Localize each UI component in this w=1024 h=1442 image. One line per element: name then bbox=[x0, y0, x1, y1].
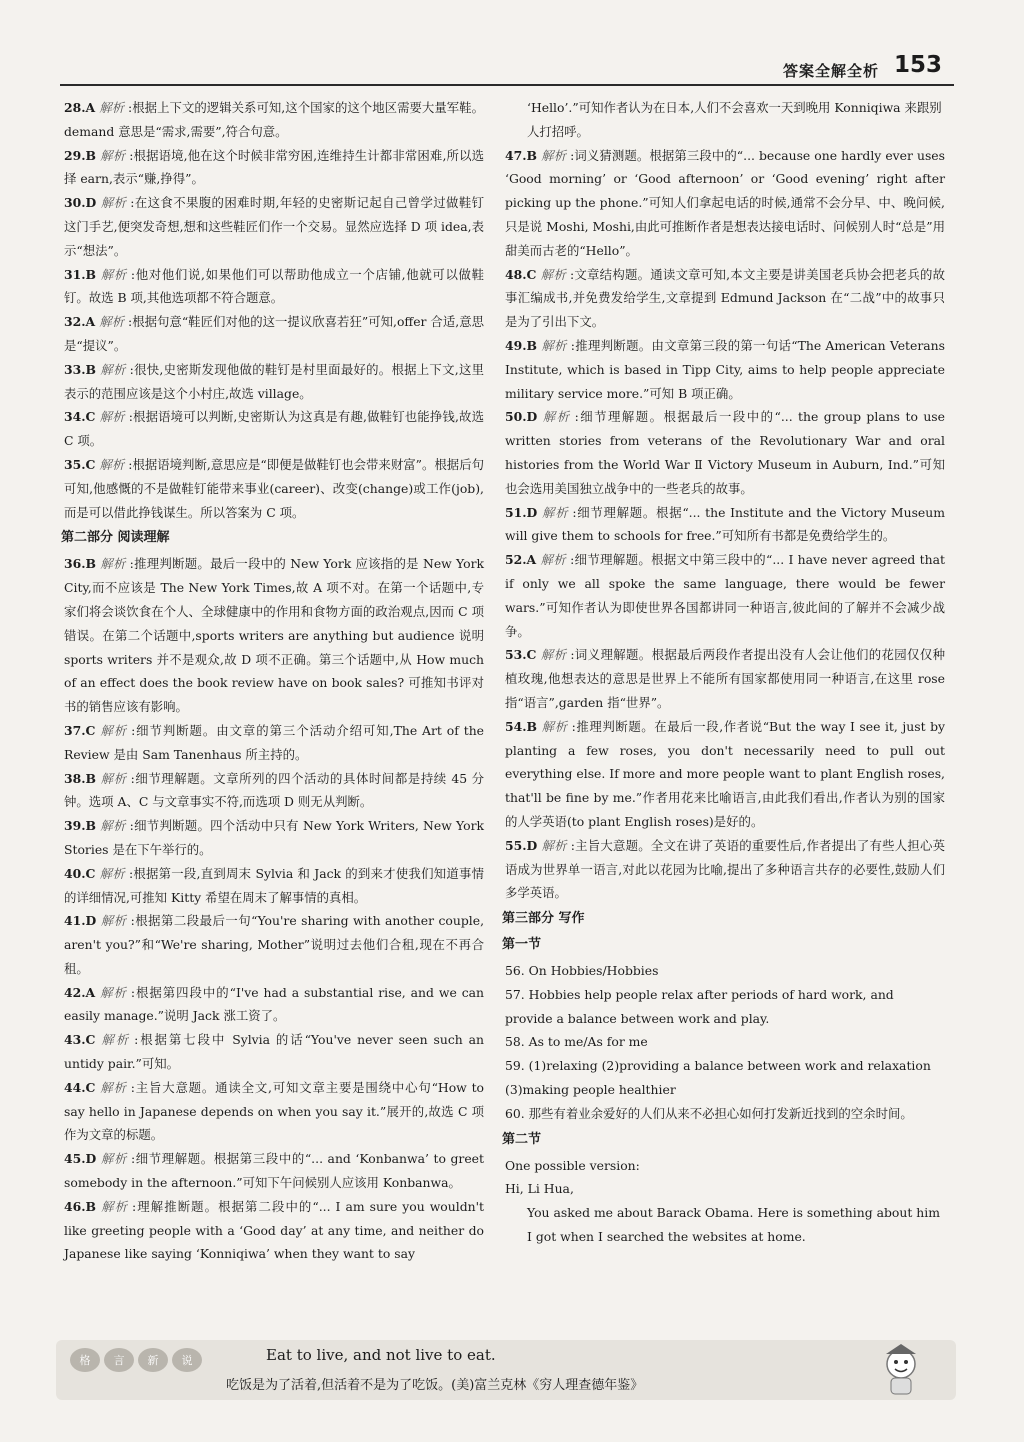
text-line: 59. (1)relaxing (2)providing a balance between work and relaxation (3)making people healthier bbox=[505, 1058, 931, 1098]
analysis-tag: 解析 bbox=[541, 837, 567, 853]
motto-badge: 新 bbox=[138, 1348, 168, 1372]
analysis-text: :细节理解题。文章所列的四个活动的具体时间都是持续 45 分钟。选项 A、C 与文章事实不符,而选项 D 则无从判断。 bbox=[64, 770, 484, 810]
analysis-tag: 解析 bbox=[541, 504, 569, 520]
analysis-tag: 解析 bbox=[540, 266, 566, 282]
answer-entry bbox=[64, 96, 484, 144]
analysis-tag: 解析 bbox=[100, 556, 126, 572]
analysis-text: :文章结构题。通读文章可知,本文主要是讲美国老兵协会把老兵的故事汇编成书,并免费发给学生,文章提到 Edmund Jackson 在“二战”中的故事只是为了引出下文。 bbox=[505, 266, 945, 330]
answer-number: 54.B bbox=[505, 718, 538, 734]
analysis-text: :根据语境可以判断,史密斯认为这真是有趣,做鞋钉也能挣钱,故选 C 项。 bbox=[64, 409, 484, 449]
analysis-tag: 解析 bbox=[99, 984, 127, 1000]
answer-entry bbox=[64, 719, 484, 767]
answer-entry bbox=[64, 1076, 484, 1147]
answer-entry bbox=[505, 643, 945, 714]
analysis-tag: 解析 bbox=[100, 1151, 127, 1167]
analysis-tag: 解析 bbox=[100, 195, 127, 211]
text-line: ‘Hello’.”可知作者认为在日本,人们不会喜欢一天到晚用 Konniqiwa 来跟别人打招呼。 bbox=[527, 100, 942, 139]
answer-number: 50.D bbox=[505, 409, 538, 425]
section-heading: 第一节 bbox=[502, 937, 542, 953]
motto-english: Eat to live, and not live to eat. bbox=[266, 1346, 496, 1364]
analysis-tag: 解析 bbox=[99, 456, 125, 472]
answer-number: 53.C bbox=[505, 647, 537, 663]
answer-number: 44.C bbox=[64, 1079, 96, 1095]
answer-entry bbox=[64, 144, 484, 192]
text-line: One possible version: bbox=[505, 1157, 640, 1173]
left-column bbox=[61, 96, 485, 1266]
page-header bbox=[0, 0, 1024, 86]
analysis-tag: 解析 bbox=[100, 770, 127, 786]
analysis-tag: 解析 bbox=[99, 1079, 127, 1095]
text-line: Hi, Li Hua, bbox=[505, 1181, 574, 1197]
analysis-tag: 解析 bbox=[541, 337, 567, 353]
analysis-tag: 解析 bbox=[99, 722, 128, 738]
analysis-tag: 解析 bbox=[100, 1198, 129, 1214]
answer-entry bbox=[64, 1147, 484, 1195]
answer-number: 48.C bbox=[505, 266, 537, 282]
analysis-tag: 解析 bbox=[100, 266, 127, 282]
analysis-text: :细节理解题。根据文中第三段中的“... I have never agreed that if only we all spoke the same language, there would be fewer wars.”可知作者认为即使世界各国都讲同一种语言,彼此间的了解并不会减少战争。 bbox=[505, 552, 945, 639]
section-heading: 第二节 bbox=[502, 1131, 542, 1147]
answer-entry bbox=[505, 715, 945, 834]
answer-entry bbox=[505, 144, 945, 263]
answer-number: 30.D bbox=[64, 195, 97, 211]
answer-entry bbox=[64, 310, 484, 358]
answer-entry bbox=[64, 263, 484, 311]
motto-badge: 说 bbox=[172, 1348, 202, 1372]
answer-entry bbox=[64, 767, 484, 815]
analysis-tag: 解析 bbox=[99, 865, 125, 881]
section-heading: 第三部分 写作 bbox=[502, 911, 585, 927]
analysis-tag: 解析 bbox=[540, 552, 567, 568]
answer-number: 35.C bbox=[64, 456, 96, 472]
analysis-tag: 解析 bbox=[100, 913, 127, 929]
answer-entry bbox=[64, 981, 484, 1029]
analysis-text: :根据第四段中的“I've had a substantial rise, and we can easily manage.”说明 Jack 涨工资了。 bbox=[64, 984, 485, 1024]
analysis-tag: 解析 bbox=[541, 147, 567, 163]
analysis-text: :根据句意“鞋匠们对他的这一提议欣喜若狂”可知,offer 合适,意思是“提议”。 bbox=[64, 314, 484, 353]
analysis-tag: 解析 bbox=[100, 818, 126, 834]
analysis-text: :根据第七段中 Sylvia 的话“You've never seen such an untidy pair.”可知。 bbox=[64, 1032, 484, 1072]
motto-chinese: 吃饭是为了活着,但活着不是为了吃饭。(美)富兰克林《穷人理查德年鉴》 bbox=[226, 1378, 644, 1393]
analysis-tag: 解析 bbox=[99, 1032, 131, 1048]
answer-entry bbox=[505, 334, 945, 405]
text-line: 56. On Hobbies/Hobbies bbox=[505, 963, 659, 979]
analysis-tag: 解析 bbox=[100, 147, 126, 163]
answer-number: 41.D bbox=[64, 913, 97, 929]
analysis-text: :他对他们说,如果他们可以帮助他成立一个店铺,他就可以做鞋钉。故选 B 项,其他选项都不符合题意。 bbox=[64, 266, 484, 306]
answer-number: 42.A bbox=[64, 984, 96, 1000]
analysis-text: :根据语境判断,意思应是“即便是做鞋钉也会带来财富”。根据后句可知,他感慨的不是做鞋钉能带来事业(career)、改变(change)或工作(job),而是可以借此挣钱谋生。所以答案为 C 项。 bbox=[64, 456, 484, 520]
analysis-text: :根据语境,他在这个时候非常穷困,连维持生计都非常困难,所以选择 earn,表示“赚,挣得”。 bbox=[64, 147, 484, 187]
answer-entry bbox=[64, 405, 484, 453]
answer-number: 33.B bbox=[64, 361, 97, 377]
analysis-text: :推理判断题。由文章第三段的第一句话“The American Veterans Institute, which is based in Tipp City, aims to help people appreciate military service more.”可知 B 项正确。 bbox=[505, 337, 946, 401]
answer-number: 28.A bbox=[64, 100, 96, 115]
answer-entry bbox=[505, 834, 945, 905]
answer-entry bbox=[64, 358, 484, 406]
answer-number: 37.C bbox=[64, 722, 96, 738]
answer-entry bbox=[64, 909, 484, 980]
answer-number: 39.B bbox=[64, 818, 97, 834]
answer-number: 40.C bbox=[64, 865, 96, 881]
analysis-text: :主旨大意题。通读全文,可知文章主要是围绕中心句“How to say hello in Japanese depends on when you say it.”展开的,故选 C 项作为文章的标题。 bbox=[64, 1079, 485, 1143]
analysis-text: :细节判断题。由文章的第三个活动介绍可知,The Art of the Review 是由 Sam Tanenhaus 所主持的。 bbox=[64, 722, 485, 762]
text-line: You asked me about Barack Obama. Here is something about him I got when I searched the websites at home. bbox=[527, 1205, 940, 1245]
answer-number: 49.B bbox=[505, 337, 538, 353]
analysis-text: :推理判断题。最后一段中的 New York 应该指的是 New York City,而不应该是 The New York Times,故 A 项不对。在第一个话题中,专家们将会谈饮食在个人、全球健康中的作用和食物方面的政治观点,因而 C 项错误。在第二个话题中,sports writers are anything but audience 说明 sports writers 并不是观众,故 D 项不正确。第三个话题中,从 How much of an effect does the book review have on book sales? 可推知书评对书的销售应该有影响。 bbox=[64, 556, 484, 715]
answer-entry bbox=[505, 405, 945, 500]
analysis-tag: 解析 bbox=[99, 314, 124, 330]
analysis-text: :根据第二段最后一句“You're sharing with another couple, aren't you?”和“We're sharing, Mother”说明过去他们合租,现在不再合租。 bbox=[64, 913, 485, 976]
analysis-text: :细节理解题。根据最后一段中的“... the group plans to use written stories from veterans of the Revolutionary War and oral histories from the World War Ⅱ Victory Museum in Auburn, Ind.”可知也会选用美国独立战争中的一些老兵的故事。 bbox=[505, 409, 945, 496]
answer-number: 31.B bbox=[64, 266, 97, 282]
answer-number: 32.A bbox=[64, 314, 96, 330]
answer-number: 51.D bbox=[505, 504, 538, 520]
text-line: 58. As to me/As for me bbox=[505, 1034, 648, 1050]
analysis-text: :词义猜测题。根据第三段中的“... because one hardly ever uses ‘Good morning’ or ‘Good afternoon’ or ‘Good evening’ right after picking up the phone.”可知人们拿起电话的时候,通常不会分早、中、晚问候,只是说 Moshi, Moshi,由此可推断作者是想表达接电话时、问候别人时“总是”用甜美而古老的“Hello”。 bbox=[505, 147, 946, 258]
text-line: 57. Hobbies help people relax after periods of hard work, and provide a balance between work and play. bbox=[505, 986, 894, 1026]
answer-entry bbox=[64, 453, 484, 524]
motto-badges bbox=[70, 1348, 202, 1372]
answer-entry bbox=[505, 263, 945, 334]
answer-number: 29.B bbox=[64, 147, 97, 163]
answer-entry bbox=[64, 191, 484, 262]
analysis-text: :推理判断题。在最后一段,作者说“But the way I see it, just by planting a few roses, you don't necessarily need to pull out everything else. If more and more people want to plant English roses, that'll be fine by me.”作者用花来比喻语言,由此我们看出,作者认为别的国家的人学英语(to plant English roses)是好的。 bbox=[505, 718, 946, 829]
section-heading: 第二部分 阅读理解 bbox=[61, 530, 170, 546]
header-label: 答案全解全析 bbox=[782, 62, 879, 80]
answer-entry bbox=[505, 548, 945, 643]
analysis-text: :细节判断题。四个活动中只有 New York Writers, New York Stories 是在下午举行的。 bbox=[64, 818, 485, 857]
analysis-tag: 解析 bbox=[541, 409, 571, 425]
answer-number: 47.B bbox=[505, 147, 538, 163]
answer-entry bbox=[64, 1028, 484, 1076]
answer-number: 43.C bbox=[64, 1032, 96, 1048]
answer-entry bbox=[64, 1195, 484, 1266]
analysis-text: :细节理解题。根据“... the Institute and the Victory Museum will give them to schools for free.”可知所有书都是免费给学生的。 bbox=[505, 504, 945, 544]
answer-entry bbox=[64, 814, 484, 862]
answer-number: 46.B bbox=[64, 1198, 97, 1214]
analysis-text: :根据上下文的逻辑关系可知,这个国家的这个地区需要大量军鞋。demand 意思是“需求,需要”,符合句意。 bbox=[64, 100, 484, 139]
answer-number: 36.B bbox=[64, 556, 97, 572]
answer-number: 38.B bbox=[64, 770, 97, 786]
analysis-text: :理解推断题。根据第二段中的“... I am sure you wouldn't like greeting people with a ‘Good day’ at any time, and neither do Japanese like saying ‘Konniqiwa’ when they want to say bbox=[64, 1198, 484, 1262]
answer-entry bbox=[64, 862, 484, 910]
analysis-tag: 解析 bbox=[540, 647, 567, 663]
answer-number: 52.A bbox=[505, 552, 537, 568]
analysis-text: :根据第一段,直到周末 Sylvia 和 Jack 的到来才使我们知道事情的详细情况,可推知 Kitty 希望在周末了解事情的真相。 bbox=[64, 865, 485, 905]
motto-footer bbox=[56, 1340, 956, 1400]
analysis-text: :细节理解题。根据第三段中的“... and ‘Konbanwa’ to greet somebody in the afternoon.”可知下午问候别人应该用 Konbanwa。 bbox=[64, 1151, 484, 1191]
motto-badge: 言 bbox=[104, 1348, 134, 1372]
analysis-text: :词义理解题。根据最后两段作者提出没有人会让他们的花园仅仅种植玫瑰,他想表达的意思是世界上不能所有国家都使用同一种语言,在这里 rose 指“语言”,garden 指“世界”。 bbox=[505, 647, 945, 710]
analysis-text: :在这食不果腹的困难时期,年轻的史密斯记起自己曾学过做鞋钉这门手艺,便突发奇想,想和这些鞋匠们作一个交易。显然应选择 D 项 idea,表示“想法”。 bbox=[64, 195, 484, 258]
page-number: 153 bbox=[893, 52, 942, 78]
analysis-tag: 解析 bbox=[541, 718, 568, 734]
header-divider bbox=[60, 84, 954, 86]
right-column bbox=[502, 96, 946, 1249]
analysis-tag: 解析 bbox=[99, 409, 125, 425]
answer-entry bbox=[64, 552, 484, 719]
analysis-text: :主旨大意题。全文在讲了英语的重要性后,作者提出了有些人担心英语成为世界单一语言,对此以花园为比喻,提出了多种语言共存的必要性,鼓励人们多学英语。 bbox=[505, 837, 945, 901]
answer-number: 34.C bbox=[64, 409, 96, 425]
motto-badge: 格 bbox=[70, 1348, 100, 1372]
text-line: 60. 那些有着业余爱好的人们从来不必担心如何打发新近找到的空余时间。 bbox=[505, 1105, 913, 1121]
analysis-text: :很快,史密斯发现他做的鞋钉是村里面最好的。根据上下文,这里表示的范围应该是这个小村庄,故选 village。 bbox=[64, 361, 484, 401]
analysis-tag: 解析 bbox=[99, 100, 125, 115]
answer-number: 45.D bbox=[64, 1151, 97, 1167]
analysis-tag: 解析 bbox=[100, 361, 126, 377]
answer-entry bbox=[505, 501, 945, 549]
mascot-icon bbox=[876, 1342, 926, 1398]
answer-number: 55.D bbox=[505, 837, 538, 853]
